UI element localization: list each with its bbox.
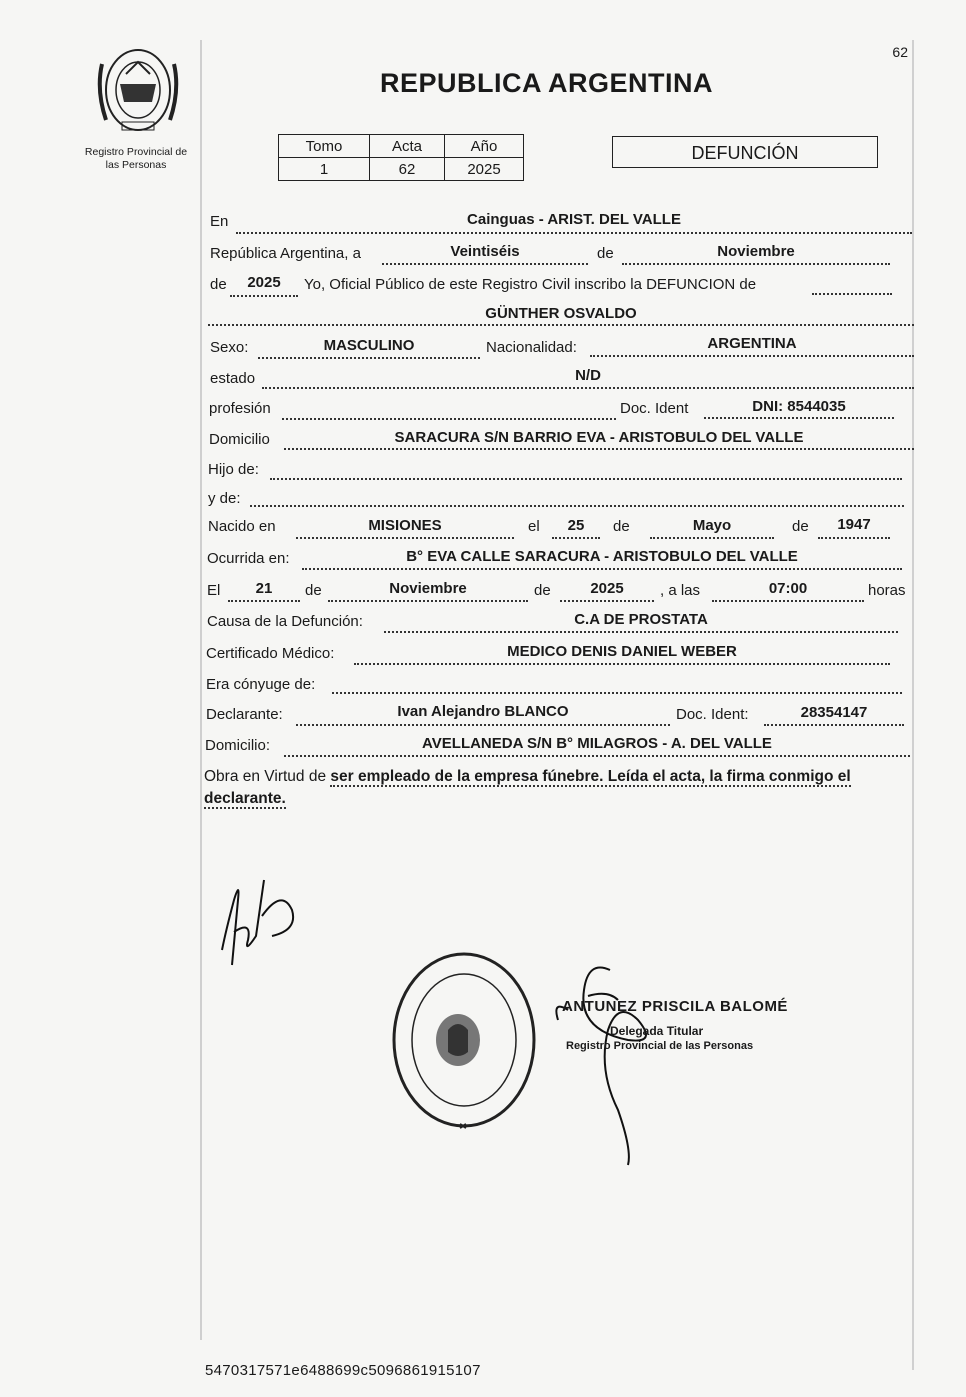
registry-line-1: Registro Provincial de <box>84 146 188 158</box>
label-el: el <box>528 518 540 535</box>
line-month-words <box>622 263 890 265</box>
registry-line-2: las Personas <box>105 159 167 171</box>
book-header-row <box>279 135 524 158</box>
value-address: SARACURA S/N BARRIO EVA - ARISTOBULO DEL VALLE <box>394 429 804 446</box>
label-doc-ident: Doc. Ident <box>620 400 689 417</box>
right-margin-line <box>912 40 914 1370</box>
official-office: Registro Provincial de las Personas <box>566 1040 754 1052</box>
book-value-tomo: 1 <box>279 158 370 181</box>
book-value-row <box>279 158 524 181</box>
book-value-anio: 2025 <box>445 158 524 181</box>
line-father <box>270 478 902 480</box>
stamp-seal-icon <box>388 948 540 1138</box>
label-domicilio: Domicilio <box>209 431 270 448</box>
label-de-year: de <box>210 276 227 293</box>
label-nacionalidad: Nacionalidad: <box>486 339 577 356</box>
line-birth-month <box>650 537 774 539</box>
official-stamp <box>388 948 540 1138</box>
line-declarant <box>296 724 670 726</box>
book-value-acta: 62 <box>370 158 445 181</box>
label-y-de: y de: <box>208 490 241 507</box>
book-header-acta: Acta <box>370 135 445 158</box>
value-place: Cainguas - ARIST. DEL VALLE <box>467 211 681 228</box>
record-type-box: DEFUNCIÓN <box>612 136 878 168</box>
line-nationality <box>590 355 914 357</box>
label-conyuge: Era cónyuge de: <box>206 676 316 693</box>
line-day-words <box>382 263 588 265</box>
value-death-place: B° EVA CALLE SARACURA - ARISTOBULO DEL VALLE <box>406 548 798 565</box>
line-death-place <box>302 568 902 570</box>
line-birth-day <box>552 537 600 539</box>
value-death-year: 2025 <box>590 580 624 597</box>
label-inscribo: Yo, Oficial Público de este Registro Civil inscribo la DEFUNCION de <box>304 276 757 293</box>
label-declarante: Declarante: <box>206 706 283 723</box>
label-sexo: Sexo: <box>210 339 249 356</box>
value-declarant-id: 28354147 <box>800 704 868 721</box>
label-doc-ident2: Doc. Ident: <box>676 706 749 723</box>
obra-paragraph <box>204 766 926 810</box>
value-birth-place: MISIONES <box>368 517 442 534</box>
label-hijo-de: Hijo de: <box>208 461 259 478</box>
value-declarant: Ivan Alejandro BLANCO <box>397 703 569 720</box>
value-cause: C.A DE PROSTATA <box>574 611 708 628</box>
document-title: REPUBLICA ARGENTINA <box>380 68 713 98</box>
book-header-tomo: Tomo <box>279 135 370 158</box>
line-year <box>230 295 298 297</box>
line-civil-status <box>262 387 914 389</box>
value-birth-month: Mayo <box>692 517 732 534</box>
page-number: 62 <box>892 44 908 60</box>
label-nacido-en: Nacido en <box>208 518 276 535</box>
official-name: ANTUNEZ PRISCILA BALOMÉ <box>562 998 788 1015</box>
line-mother <box>250 505 904 507</box>
line-profession <box>282 418 616 420</box>
value-day-words: Veintiséis <box>450 243 520 260</box>
line-death-time <box>712 600 864 602</box>
line-place <box>236 232 912 234</box>
label-domicilio2: Domicilio: <box>205 737 271 754</box>
line-cause <box>384 631 898 633</box>
line-death-month <box>328 600 528 602</box>
line-address <box>284 448 914 450</box>
official-signature-icon <box>548 960 708 1170</box>
label-obra: Obra en Virtud de <box>204 768 327 785</box>
value-declarant-address: AVELLANEDA S/N B° MILAGROS - A. DEL VALLE <box>422 735 772 752</box>
book-table <box>278 134 524 181</box>
left-margin-line <box>200 40 202 1340</box>
line-inscribo-tail <box>812 293 892 295</box>
value-sex: MASCULINO <box>323 337 415 354</box>
official-role: Delegada Titular <box>610 1024 704 1038</box>
value-death-day: 21 <box>255 580 273 597</box>
registry-label <box>70 146 202 172</box>
book-header-anio: Año <box>445 135 524 158</box>
line-id-doc <box>704 417 894 419</box>
label-ocurrida-en: Ocurrida en: <box>207 550 290 567</box>
line-spouse <box>332 692 902 694</box>
label-de-month: de <box>597 245 614 262</box>
label-en: En <box>210 213 229 230</box>
line-declarant-address <box>284 755 910 757</box>
label-horas: horas <box>868 582 906 599</box>
label-de-birth-month: de <box>613 518 630 535</box>
stamp-inner-text <box>418 1068 430 1069</box>
value-death-month: Noviembre <box>389 580 467 597</box>
footer-code: 5470317571e6488699c5096861915107 <box>205 1362 481 1379</box>
declarant-signature-icon <box>212 870 304 970</box>
line-death-day <box>228 600 300 602</box>
line-deceased-name <box>208 324 914 326</box>
label-de-death-year: de <box>534 582 551 599</box>
label-el-cap: El <box>207 582 221 599</box>
value-birth-year: 1947 <box>837 516 871 533</box>
value-deceased-name: GÜNTHER OSVALDO <box>485 305 637 322</box>
province-emblem-icon <box>92 44 184 138</box>
province-logo <box>92 44 184 138</box>
line-birth-place <box>296 537 514 539</box>
line-sex <box>258 357 480 359</box>
value-civil-status: N/D <box>575 367 601 384</box>
value-year: 2025 <box>247 274 281 291</box>
label-causa: Causa de la Defunción: <box>207 613 363 630</box>
label-estado: estado <box>210 370 256 387</box>
label-de-birth-year: de <box>792 518 809 535</box>
label-republica: República Argentina, a <box>210 245 361 262</box>
value-death-time: 07:00 <box>768 580 808 597</box>
label-de-death-month: de <box>305 582 322 599</box>
label-profesion: profesión <box>209 400 271 417</box>
line-birth-year <box>818 537 890 539</box>
value-doctor: MEDICO DENIS DANIEL WEBER <box>507 643 737 660</box>
line-declarant-id <box>764 724 904 726</box>
value-month-words: Noviembre <box>717 243 795 260</box>
stamp-ring-text <box>408 1126 439 1127</box>
label-a-las: , a las <box>660 582 701 599</box>
line-death-year <box>560 600 654 602</box>
value-birth-day: 25 <box>567 517 585 534</box>
label-certificado: Certificado Médico: <box>206 645 335 662</box>
line-doctor <box>354 663 890 665</box>
value-id-doc: DNI: 8544035 <box>752 398 846 415</box>
value-obra: ser empleado de la empresa fúnebre. Leída el acta, la firma conmigo el declarante. <box>204 768 851 807</box>
value-nationality: ARGENTINA <box>707 335 797 352</box>
